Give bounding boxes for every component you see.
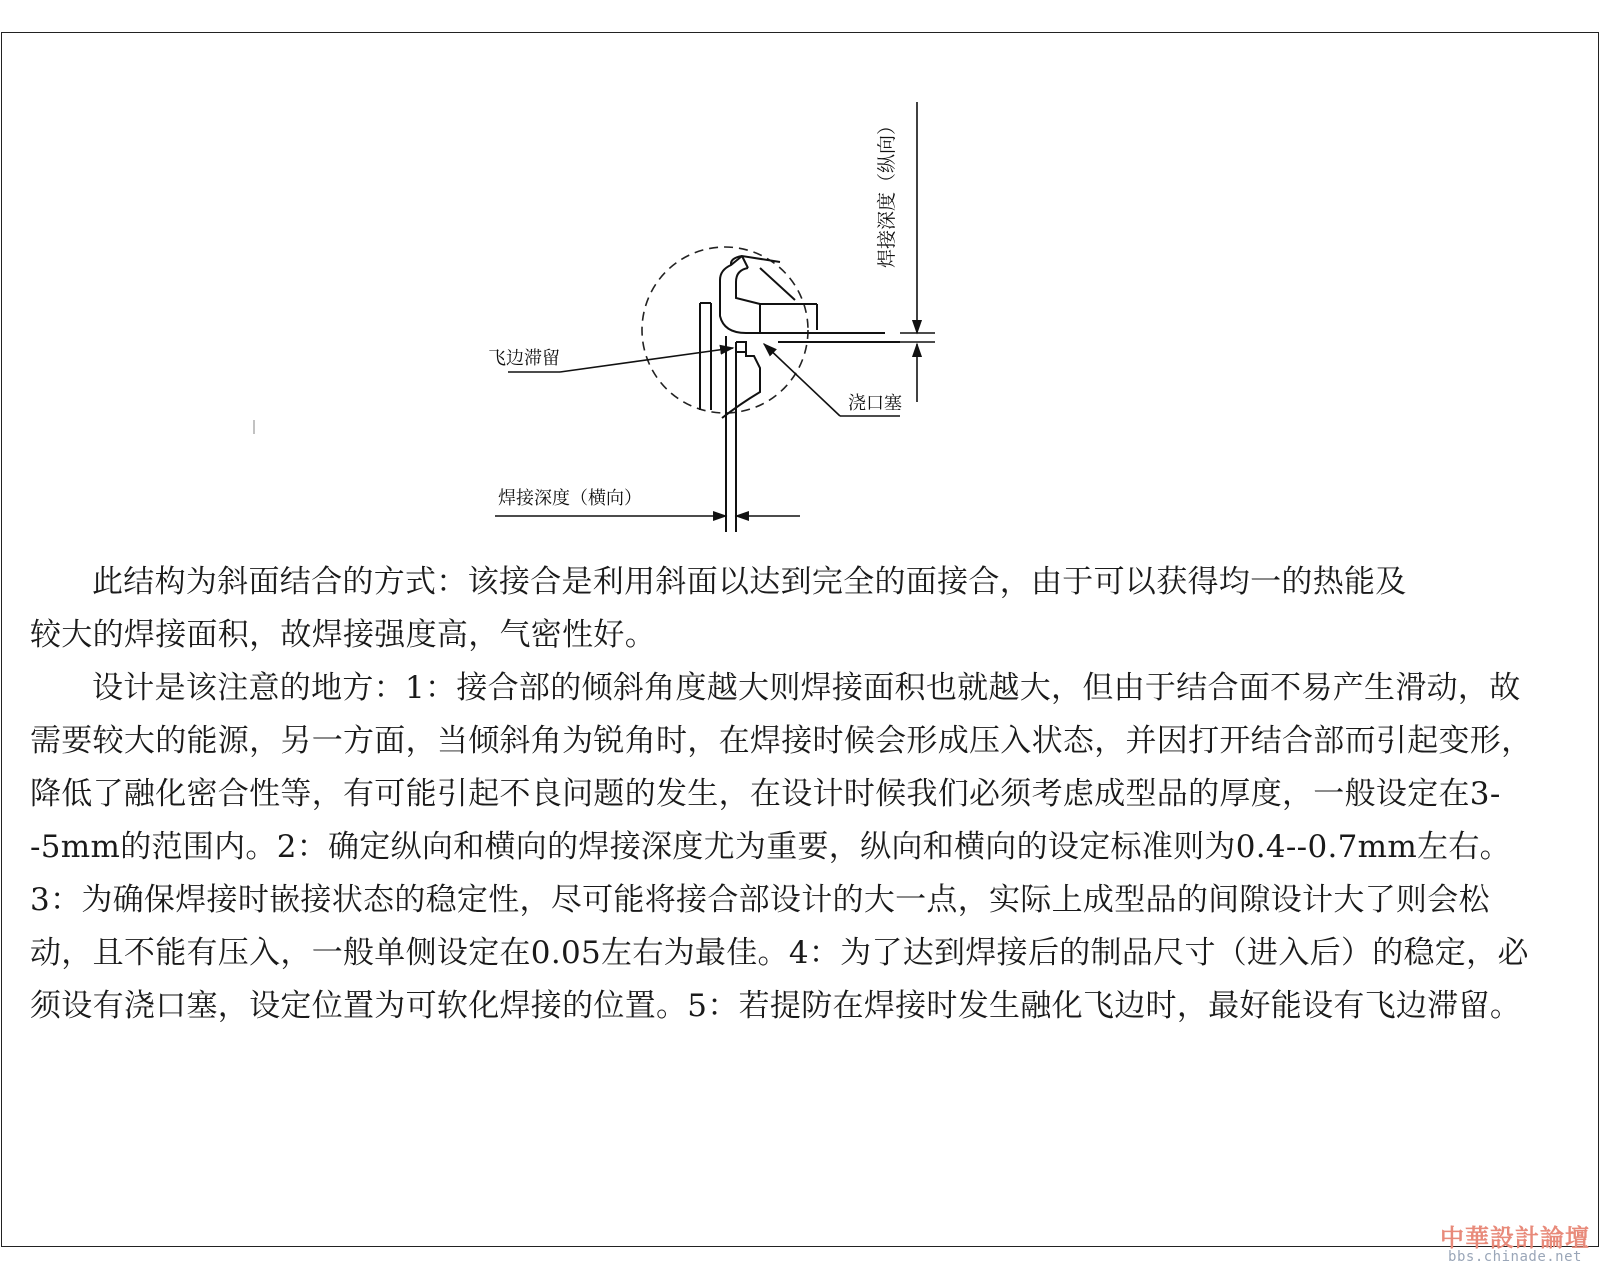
- sprue-plug-label: 浇口塞: [848, 393, 902, 414]
- description-text: [30, 556, 1550, 1033]
- watermark: [1440, 1226, 1590, 1264]
- paragraph-structure: 此结构为斜面结合的方式：该接合是利用斜面以达到完全的面接合，由于可以获得均一的热能及较大的焊接面积，故焊接强度高，气密性好。: [30, 564, 1407, 653]
- vertical-depth-dimension: [876, 102, 935, 402]
- watermark-url: bbs.chinade.net: [1448, 1249, 1582, 1265]
- vertical-depth-label: 焊接深度（纵向）: [876, 115, 898, 268]
- horizontal-depth-dimension: [495, 488, 800, 516]
- upper-part: [720, 256, 900, 342]
- watermark-title: 中華設計論壇: [1440, 1224, 1590, 1252]
- flash-trap-label: 飞边滞留: [488, 348, 560, 369]
- paragraph-design-notes: 设计是该注意的地方：1：接合部的倾斜角度越大则焊接面积也就越大，但由于结合面不易产生滑动，故需要较大的能源，另一方面，当倾斜角为锐角时，在焊接时候会形成压入状态，并因打开结合部而引起变形，降低了融化密合性等，有可能引起不良问题的发生，在设计时候我们必须考虑成型品的厚度，一般设定在3--5mm的范围内。2：确定纵向和横向的焊接深度尤为重要，纵向和横向的设定标准则为0.4--0.7mm左右。3：为确保焊接时嵌接状态的稳定性，尽可能将接合部设计的大一点，实际上成型品的间隙设计大了则会松动，且不能有压入，一般单侧设定在0.05左右为最佳。4：为了达到焊接后的制品尺寸（进入后）的稳定，必须设有浇口塞，设定位置为可软化焊接的位置。5：若提防在焊接时发生融化飞边时，最好能设有飞边滞留。: [30, 670, 1533, 1024]
- flash-trap-leader: [488, 348, 733, 372]
- horizontal-depth-label: 焊接深度（横向）: [498, 488, 642, 509]
- sprue-plug-leader: [764, 344, 902, 416]
- lower-part: [700, 303, 760, 532]
